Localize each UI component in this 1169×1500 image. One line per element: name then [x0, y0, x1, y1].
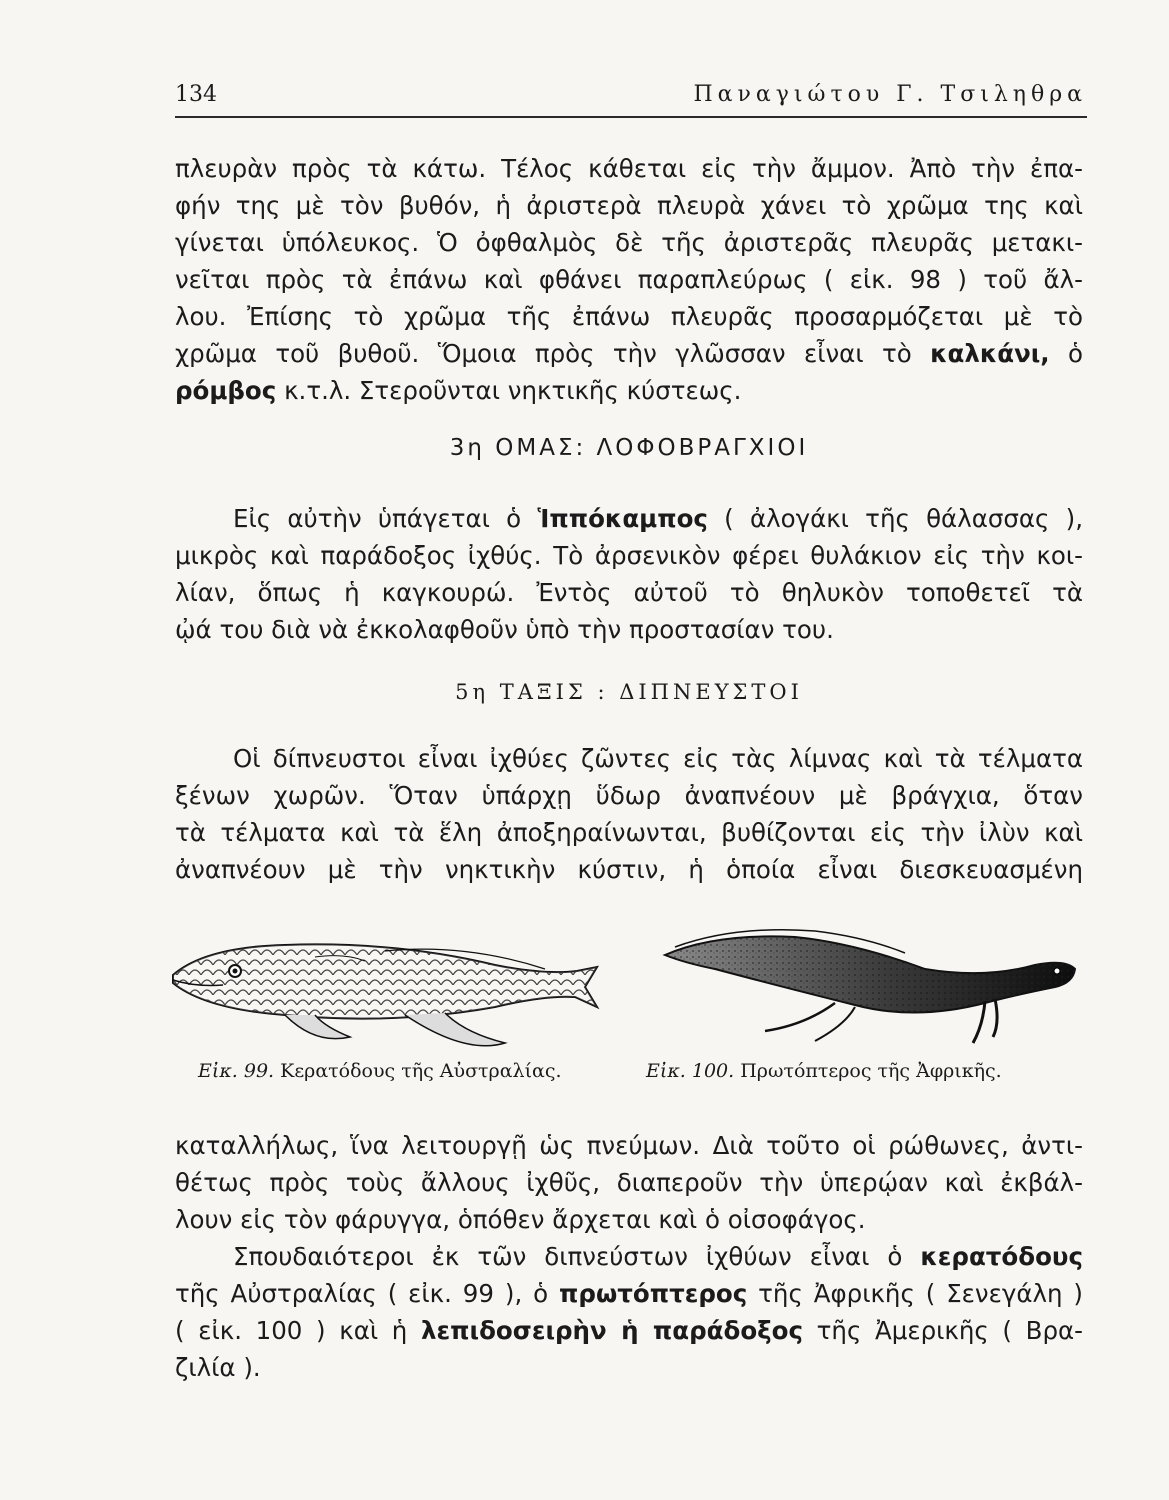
section-heading-lofovragchioi: 3η ΟΜΑΣ: ΛΟΦΟΒΡΑΓΧΙΟΙ — [449, 435, 809, 461]
text-line: Οἱ δίπνευστοι εἶναι ἰχθύες ζῶντες εἰς τὰς λίμνας καὶ τὰ τέλματα — [233, 744, 1083, 773]
text-run: τῆς Αὐστραλίας ( εἰκ. 99 ), ὁ — [175, 1279, 549, 1308]
paragraph-hippocampus — [175, 500, 1083, 648]
figure-99-keratodous — [165, 925, 605, 1055]
section-heading-dipneustoi: 5η ΤΑΞΙΣ : ΔΙΠΝΕΥΣΤΟΙ — [455, 680, 803, 704]
text-run: χρῶμα τοῦ βυθοῦ. Ὅμοια πρὸς τὴν γλῶσσαν εἶναι τὸ — [175, 339, 912, 368]
text-line — [175, 1238, 1083, 1275]
paragraph-flatfish-end — [175, 150, 1083, 409]
page-header — [175, 80, 1087, 118]
text-line: θέτως πρὸς τοὺς ἄλλους ἰχθῦς, διαπεροῦν τὴν ὑπερῴαν καὶ ἐκβάλ- — [175, 1168, 1083, 1197]
term-rombos: ρόμβος — [175, 376, 277, 405]
text-line: γίνεται ὑπόλευκος. Ὁ ὀφθαλμὸς δὲ τῆς ἀριστερᾶς πλευρᾶς μετακι- — [175, 228, 1083, 257]
text-line — [175, 500, 1083, 537]
caption-label: Εἰκ. 100. — [646, 1060, 735, 1082]
text-run: ( εἰκ. 100 ) καὶ ἡ — [175, 1316, 408, 1345]
term-lepidosiren: λεπιδοσειρὴν ἡ παράδοξος — [421, 1316, 803, 1345]
caption-text: Πρωτόπτερος τῆς Ἀφρικῆς. — [740, 1060, 1002, 1082]
caption-text: Κερατόδους τῆς Αὐστραλίας. — [280, 1060, 562, 1082]
figure-100-protopteros — [655, 925, 1085, 1055]
term-protopteros: πρωτόπτερος — [559, 1279, 748, 1308]
figure-99-caption — [198, 1060, 562, 1082]
text-run: Σπουδαιότεροι ἐκ τῶν διπνεύστων ἰχθύων εἶναι ὁ — [233, 1242, 903, 1271]
paragraph-dipneustoi-intro — [175, 740, 1083, 888]
running-head: Παναγιώτου Γ. Τσιληθρα — [693, 82, 1087, 107]
text-line: μικρὸς καὶ παράδοξος ἰχθύς. Τὸ ἀρσενικὸν φέρει θυλάκιον εἰς τὴν κοι- — [175, 541, 1083, 570]
text-line: νεῖται πρὸς τὰ ἐπάνω καὶ φθάνει παραπλεύρως ( εἰκ. 98 ) τοῦ ἄλ- — [175, 265, 1083, 294]
text-line — [175, 1275, 1083, 1312]
text-run: τῆς Ἀφρικῆς ( Σενεγάλη ) — [758, 1279, 1083, 1308]
page-number: 134 — [175, 82, 217, 107]
lungfish-illustration-australian — [165, 925, 605, 1055]
text-line: φήν της μὲ τὸν βυθόν, ἡ ἀριστερὰ πλευρὰ χάνει τὸ χρῶμα της καὶ — [175, 191, 1083, 220]
text-line: ζιλία ). — [175, 1353, 261, 1382]
text-run: ( ἀλογάκι τῆς θάλασσας ), — [724, 504, 1084, 533]
figure-100-caption — [646, 1060, 1002, 1082]
text-run: τῆς Ἀμερικῆς ( Βρα- — [816, 1316, 1083, 1345]
text-line: λίαν, ὅπως ἡ καγκουρώ. Ἐντὸς αὐτοῦ τὸ θηλυκὸν τοποθετεῖ τὰ — [175, 578, 1083, 607]
text-line: ᾠά του διὰ νὰ ἐκκολαφθοῦν ὑπὸ τὴν προστασίαν του. — [175, 615, 834, 644]
term-kalkani: καλκάνι, — [930, 339, 1050, 368]
text-line — [175, 372, 1083, 409]
text-line: λου. Ἐπίσης τὸ χρῶμα τῆς ἐπάνω πλευρᾶς προσαρμόζεται μὲ τὸ — [175, 302, 1083, 331]
text-line: ἀναπνέουν μὲ τὴν νηκτικὴν κύστιν, ἡ ὁποία εἶναι διεσκευασμένη — [175, 855, 1083, 884]
text-line — [175, 1312, 1083, 1349]
paragraph-important-lungfish — [175, 1238, 1083, 1386]
text-run: κ.τ.λ. Στεροῦνται νηκτικῆς κύστεως. — [284, 376, 742, 405]
term-keratodous: κερατόδους — [920, 1242, 1083, 1271]
text-run: ὁ — [1067, 339, 1083, 368]
text-line: πλευρὰν πρὸς τὰ κάτω. Τέλος κάθεται εἰς τὴν ἄμμον. Ἀπὸ τὴν ἐπα- — [175, 154, 1083, 183]
paragraph-nostrils — [175, 1127, 1083, 1238]
text-line: τὰ τέλματα καὶ τὰ ἕλη ἀποξηραίνωνται, βυθίζονται εἰς τὴν ἰλὺν καὶ — [175, 818, 1083, 847]
text-line: καταλλήλως, ἵνα λειτουργῇ ὡς πνεύμων. Διὰ τοῦτο οἱ ρώθωνες, ἀντι- — [175, 1131, 1083, 1160]
text-line: λουν εἰς τὸν φάρυγγα, ὁπόθεν ἄρχεται καὶ ὁ οἰσοφάγος. — [175, 1205, 866, 1234]
text-line: ξένων χωρῶν. Ὅταν ὑπάρχῃ ὕδωρ ἀναπνέουν μὲ βράγχια, ὅταν — [175, 781, 1083, 810]
text-run: Εἰς αὐτὴν ὑπάγεται ὁ — [233, 504, 522, 533]
caption-label: Εἰκ. 99. — [198, 1060, 275, 1082]
text-line — [175, 335, 1083, 372]
lungfish-illustration-african — [655, 925, 1085, 1055]
term-hippokampos: Ἱππόκαμπος — [537, 504, 708, 533]
